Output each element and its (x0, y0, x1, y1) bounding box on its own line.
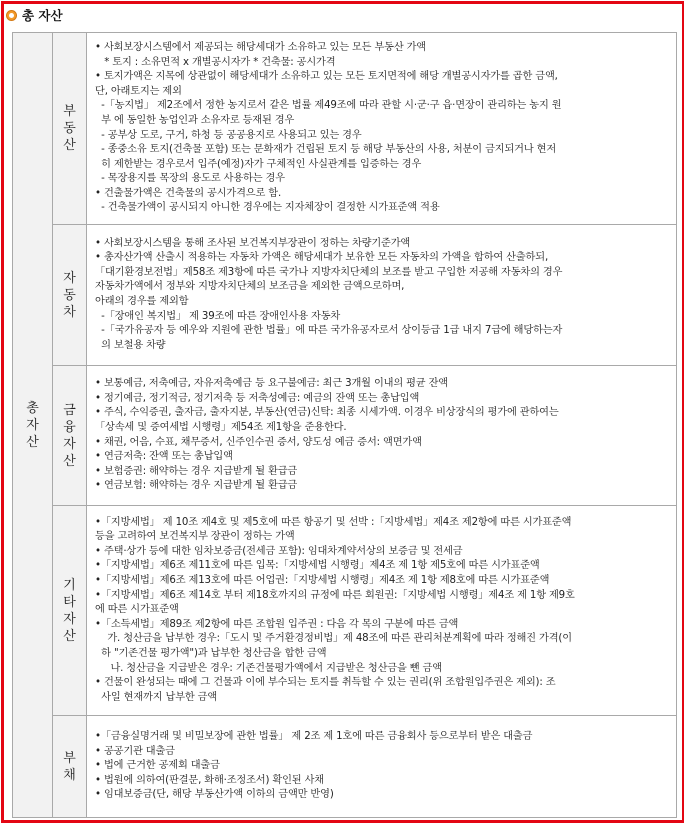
description-line: * 토지 : 소유면적 x 개별공시자가 * 건축물: 공시가격 (95, 56, 336, 68)
description-line: 단, 아래토지는 제외 (95, 85, 182, 97)
description-line: • 임대보증금(단, 해당 부동산가액 이하의 금액만 반영) (95, 789, 334, 801)
description-line: 나. 청산금을 지급받은 경우: 기존건물평가액에서 지급받은 청산금을 뺀 금액 (95, 662, 442, 674)
asset-table (12, 32, 677, 818)
category-cell (53, 33, 87, 225)
category-cell (53, 506, 87, 716)
asset-row (13, 366, 677, 506)
description-line: 에 따른 시가표준액 (95, 604, 179, 616)
category-cell (53, 716, 87, 818)
description-line: 가. 청산금을 납부한 경우:「도시 및 주거환경정비법」제 48조에 따른 관리처분계획에 따라 정해진 가격(이 (95, 633, 572, 645)
description-cell (87, 366, 677, 506)
description-line: • 정기예금, 정기적금, 정기저축 등 저축성예금: 예금의 잔액 또는 총납입액 (95, 392, 420, 404)
description-line: -「국가유공자 등 예우와 지원에 관한 법률」에 따른 국가유공자로서 상이등급 1급 내지 7급에 해당하는자 (95, 325, 563, 337)
description-line: • 건물이 완성되는 때에 그 건물과 이에 부수되는 토지를 취득할 수 있는 권리(위 조합원입주권은 제외): 조 (95, 677, 556, 689)
description-line: 부 에 동일한 농업인과 소유자로 등재된 경우 (95, 114, 295, 126)
description-line: • 법원에 의하여(판결문, 화해·조정조서) 확인된 사채 (95, 774, 324, 786)
asset-table-wrapper (12, 32, 676, 820)
description-line: • 건출물가액은 건축물의 공시가격으로 함. (95, 187, 282, 199)
description-line: • 사회보장시스템에서 제공되는 해당세대가 소유하고 있는 모든 부동산 가액 (95, 41, 426, 53)
category-label: 부채 (63, 750, 76, 783)
description-line: 「대기환경보전법」제58조 제3항에 따른 국가나 지방자치단체의 보조를 받고 구입한 저공해 자동차의 경우 (95, 266, 563, 278)
main-category-cell (13, 33, 53, 818)
section-title: 총 자산 (22, 8, 63, 23)
description-line: •「지방세법」 제 10조 제4호 및 제5호에 따른 항공기 및 선박 :「지방세법」제4조 제2항에 따른 시가표준액 (95, 516, 572, 528)
description-line: - 목장용지를 목장의 용도로 사용하는 경우 (95, 173, 285, 185)
main-category-label: 총자산 (26, 400, 39, 450)
description-line: •「소득세법」제89조 제2항에 따른 조합원 입주권 : 다음 각 목의 구분에 따른 금액 (95, 618, 459, 630)
description-line: •「지방세법」제6조 제14호 부터 제18호까지의 규정에 따른 회원권:「지방세법 시행령」제4조 제 1항 제9호 (95, 589, 575, 601)
category-label: 자동차 (63, 270, 76, 320)
category-label: 금융자산 (63, 402, 76, 469)
description-line: • 주택·상가 등에 대한 임차보증금(전세금 포함): 임대차계약서상의 보증금 및 전세금 (95, 545, 463, 557)
asset-row (13, 716, 677, 818)
description-line: • 총자산가액 산출시 적용하는 자동차 가액은 해당세대가 보유한 모든 자동차의 가액을 합하여 산출하되, (95, 252, 549, 264)
description-cell (87, 225, 677, 366)
description-line: 아래의 경우를 제외함 (95, 296, 189, 307)
description-line: 사일 현재까지 납부한 금액 (95, 691, 218, 703)
description-line: • 사회보장시스템을 통해 조사된 보건복지부장관이 정하는 차량기준가액 (95, 237, 411, 249)
category-label: 부동산 (63, 104, 76, 153)
category-cell (53, 225, 87, 366)
description-line: •「지방세법」제6조 제13호에 따른 어업권:「지방세법 시행령」제4조 제 1항 제8호에 따른 시가표준액 (95, 575, 550, 587)
description-line: 자동차가액에서 정부와 지방자치단체의 보조금을 제외한 금액으로하며, (95, 281, 405, 293)
description-line: -「농지법」 제2조에서 정한 농지로서 같은 법률 제49조에 따라 관할 시·군·구 읍·면장이 관리하는 농지 원 (95, 100, 562, 112)
asset-row (13, 225, 677, 366)
category-label: 기타자산 (63, 577, 76, 644)
description-line: 의 보철용 차량 (95, 339, 166, 351)
description-cell (87, 716, 677, 818)
description-line: • 주식, 수익증권, 출자금, 출자지분, 부동산(연금)신탁: 최종 시세가액. 이경우 비상장식의 평가에 관하여는 (95, 407, 559, 419)
description-line: •「금융실명거래 및 비밀보장에 관한 법률」 제 2조 제 1호에 따른 금융회사 등으로부터 받은 대출금 (95, 731, 533, 743)
description-line: 등을 고려하여 보건복지부 장관이 정하는 가액 (95, 531, 295, 543)
section-header (6, 4, 63, 26)
description-line: • 연금보험: 해약하는 경우 지급받게 될 환급금 (95, 480, 298, 492)
category-cell (53, 366, 87, 506)
description-cell (87, 506, 677, 716)
asset-row (13, 506, 677, 716)
description-line: 하 "기존건물 평가액")과 납부한 청산금을 합한 금액 (95, 647, 327, 659)
description-line: • 공공기관 대출금 (95, 745, 175, 757)
bullet-circle-icon (6, 10, 17, 21)
description-line: - 건축물가액이 공시되지 아니한 경우에는 지자체장이 결정한 시가표준액 적용 (95, 202, 440, 214)
description-line: • 보통예금, 저축예금, 자유저축예금 등 요구불예금: 최근 3개월 이내의 평균 잔액 (95, 378, 448, 390)
description-line: - 공부상 도로, 구거, 하청 등 공공용지로 사용되고 있는 경우 (95, 129, 362, 141)
description-line: • 채권, 어음, 수표, 채무증서, 신주인수권 증서, 양도성 예금 증서: 액면가액 (95, 436, 422, 448)
description-line: 히 제한받는 경우로서 입주(예정)자가 구체적인 사실관계를 입증하는 경우 (95, 158, 422, 170)
description-line: • 토지가액은 지목에 상관없이 해당세대가 소유하고 있는 모든 토지면적에 해당 개별공시자가를 곱한 금액, (95, 71, 558, 83)
description-line: •「지방세법」제6조 제11호에 따른 입목:「지방세법 시행령」제4조 제 1항 제5호에 따른 시가표준액 (95, 560, 540, 572)
description-line: • 연금저축: 잔액 또는 총납입액 (95, 451, 233, 463)
description-line: 「상속세 및 증여세법 시행령」제54조 제1항을 준용한다. (95, 421, 347, 433)
description-line: • 보험증권: 해약하는 경우 지급받게 될 환급금 (95, 465, 298, 477)
description-line: - 종중소유 토지(건축물 포함) 또는 문화재가 건립된 토지 등 해당 부동산의 사용, 처분이 금지되거나 현저 (95, 144, 557, 156)
description-cell (87, 33, 677, 225)
description-line: -「장애인 복지법」 제 39조에 따른 장애인사용 자동차 (95, 310, 341, 322)
asset-row (13, 33, 677, 225)
description-line: • 법에 근거한 공제회 대출금 (95, 760, 220, 772)
